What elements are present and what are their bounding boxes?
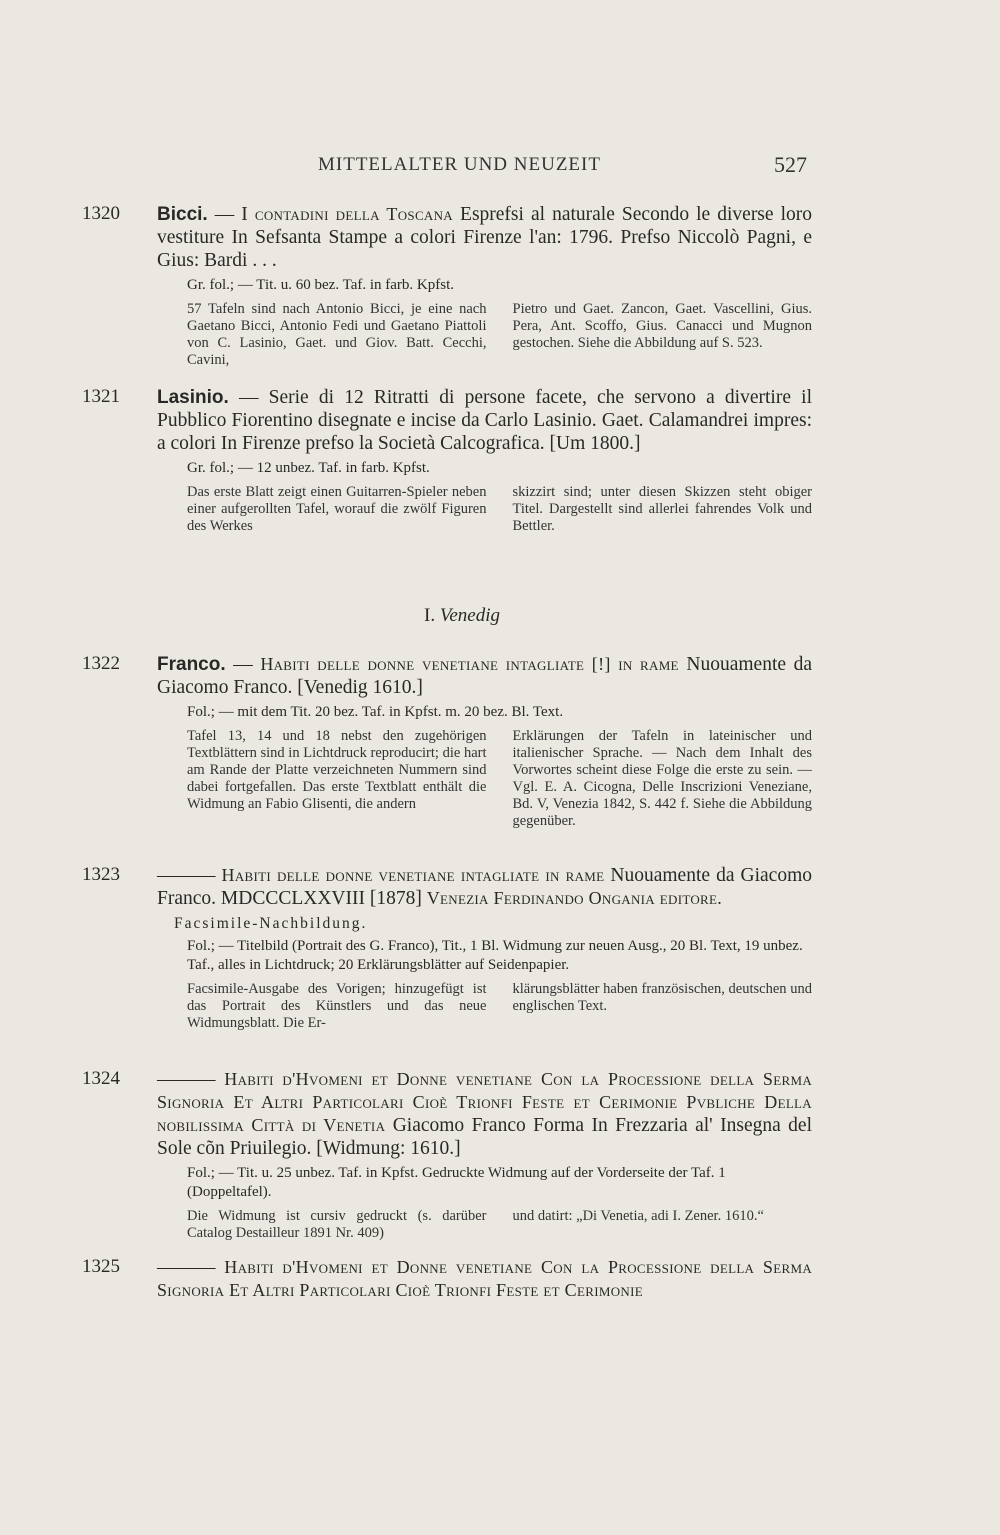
collation: Fol.; — Tit. u. 25 unbez. Taf. in Kpfst. Gedruckte Widmung auf der Vorderseite der Taf. 1 (Doppeltafel). bbox=[187, 1165, 726, 1200]
entry-number: 1322 bbox=[82, 653, 120, 674]
notes bbox=[187, 981, 812, 1032]
entry-heading bbox=[157, 203, 812, 272]
entry-1320 bbox=[82, 203, 812, 369]
note-right: und datirt: „Di Venetia, adi I. Zener. 1610.“ bbox=[512, 1208, 764, 1224]
entry-1323 bbox=[82, 864, 812, 1032]
note-left: Tafel 13, 14 und 18 nebst den zugehörigen Textblättern sind in Lichtdruck reproducirt; die hart am Rande der Platte verzeichneten Nummern sind dabei fortgefallen. Das erste Textblatt enthält die Widmung an Fabio Glisenti, die andern bbox=[187, 728, 487, 812]
collation: Fol.; — mit dem Tit. 20 bez. Taf. in Kpfst. m. 20 bez. Bl. Text. bbox=[187, 704, 564, 720]
ditto-dash: ——— bbox=[157, 1069, 216, 1090]
entry-1325 bbox=[82, 1256, 812, 1302]
entry-author: Franco. bbox=[157, 654, 226, 675]
note-left: Die Widmung ist cursiv gedruckt (s. darüber Catalog Destailleur 1891 Nr. 409) bbox=[187, 1208, 487, 1241]
notes bbox=[187, 484, 812, 535]
entry-1324 bbox=[82, 1068, 812, 1242]
notes bbox=[187, 1208, 812, 1242]
entry-number: 1321 bbox=[82, 386, 120, 407]
section-heading bbox=[424, 605, 500, 627]
entry-1321 bbox=[82, 386, 812, 535]
heading-smallcaps: Habiti d'Hvomeni et Donne venetiane Con la Processione della Serma Signoria Et Altri Particolari Cioè Trionfi Feste et Cerimonie Pvbliche Della nobilissima Città di Venetia bbox=[157, 1069, 813, 1135]
heading-text: Giacomo Franco Forma In Frezzaria al' Insegna del Sole cõn Priuilegio. [Widmung: 1610.] bbox=[157, 1115, 813, 1159]
heading-text: Nuouamente da Giacomo Franco. [Venedig 1610.] bbox=[157, 654, 813, 698]
entry-heading bbox=[157, 864, 812, 910]
heading-text: Nuouamente da Giacomo Franco. MDCCCLXXVIII [1878] bbox=[157, 865, 812, 909]
notes bbox=[187, 728, 812, 830]
notes bbox=[187, 301, 812, 369]
entry-1322 bbox=[82, 653, 812, 830]
page-number: 527 bbox=[774, 152, 807, 177]
heading-smallcaps: Venezia Ferdinando Ongania editore. bbox=[426, 888, 723, 908]
note-right: Pietro und Gaet. Zancon, Gaet. Vascellini, Gius. Pera, Ant. Scoffo, Gius. Canacci und Mugnon gestochen. Siehe die Abbildung auf S. 523. bbox=[512, 301, 812, 351]
entry-number: 1324 bbox=[82, 1068, 120, 1089]
note-right: skizzirt sind; unter diesen Skizzen steht obiger Titel. Dargestellt sind allerlei fahrendes Volk und Bettler. bbox=[512, 484, 812, 534]
entry-number: 1323 bbox=[82, 864, 120, 885]
entry-number: 1325 bbox=[82, 1256, 120, 1277]
heading-text: — bbox=[225, 654, 261, 675]
heading-smallcaps: Habiti delle donne venetiane intagliate [!] in rame bbox=[260, 654, 679, 674]
section-label: I. bbox=[424, 605, 436, 626]
collation: Gr. fol.; — 12 unbez. Taf. in farb. Kpfst. bbox=[187, 460, 430, 476]
heading-text: — I bbox=[207, 204, 255, 225]
entry-heading bbox=[157, 653, 812, 699]
ditto-dash: ——— bbox=[157, 1257, 216, 1278]
entry-heading bbox=[157, 1256, 812, 1302]
heading-text: Esprefsi al naturale Secondo le diverse loro vestiture In Sefsanta Stampe a colori Firenze l'an: 1796. Prefso Niccolò Pagni, e Gius: Bardi . . . bbox=[157, 204, 813, 271]
entry-number: 1320 bbox=[82, 203, 120, 224]
collation: Gr. fol.; — Tit. u. 60 bez. Taf. in farb. Kpfst. bbox=[187, 277, 454, 293]
entry-heading bbox=[157, 386, 812, 455]
subheading: Facsimile-Nachbildung. bbox=[174, 915, 368, 932]
ditto-dash: ——— bbox=[157, 865, 216, 886]
heading-smallcaps: Habiti d'Hvomeni et Donne venetiane Con la Processione della Serma Signoria Et Altri Particolari Cioè Trionfi Feste et Cerimonie bbox=[157, 1257, 813, 1300]
heading-text: — Serie di 12 Ritratti di persone facete, che servono a divertire il Pubblico Fiorentino disegnate e incise da Carlo Lasinio. Gaet. Calamandrei impres: a colori In Firenze prefso la Società Calcografica. [Um 1800.] bbox=[157, 387, 812, 454]
running-title: MITTELALTER UND NEUZEIT bbox=[318, 154, 601, 175]
section-title: Venedig bbox=[439, 605, 500, 626]
note-right: klärungsblätter haben französischen, deutschen und englischen Text. bbox=[512, 981, 812, 1014]
heading-smallcaps: Habiti delle donne venetiane intagliate in rame bbox=[221, 865, 605, 885]
heading-smallcaps: contadini della Toscana bbox=[254, 204, 453, 224]
entry-heading bbox=[157, 1068, 812, 1160]
note-right: Erklärungen der Tafeln in lateinischer und italienischer Sprache. — Nach dem Inhalt des Vorwortes scheint diese Folge die erste zu sein. — Vgl. E. A. Cicogna, Delle Inscrizioni Veneziane, Bd. V, Venezia 1842, S. 442 f. Siehe die Abbildung gegenüber. bbox=[512, 728, 812, 829]
entry-author: Bicci. bbox=[157, 204, 208, 225]
entry-author: Lasinio. bbox=[157, 387, 229, 408]
note-left: 57 Tafeln sind nach Antonio Bicci, je eine nach Gaetano Bicci, Antonio Fedi und Gaetano Piattoli von C. Lasinio, Gaet. und Giov. Batt. Cecchi, Cavini, bbox=[187, 301, 487, 368]
note-left: Das erste Blatt zeigt einen Guitarren-Spieler neben einer aufgerollten Tafel, worauf die zwölf Figuren des Werkes bbox=[187, 484, 487, 534]
collation: Fol.; — Titelbild (Portrait des G. Franco), Tit., 1 Bl. Widmung zur neuen Ausg., 20 Bl. Text, 19 unbez. Taf., alles in Lichtdruck; 20 Erklärungsblätter auf Seidenpapier. bbox=[187, 938, 803, 973]
note-left: Facsimile-Ausgabe des Vorigen; hinzugefügt ist das Portrait des Künstlers und das neue Widmungsblatt. Die Er- bbox=[187, 981, 487, 1031]
